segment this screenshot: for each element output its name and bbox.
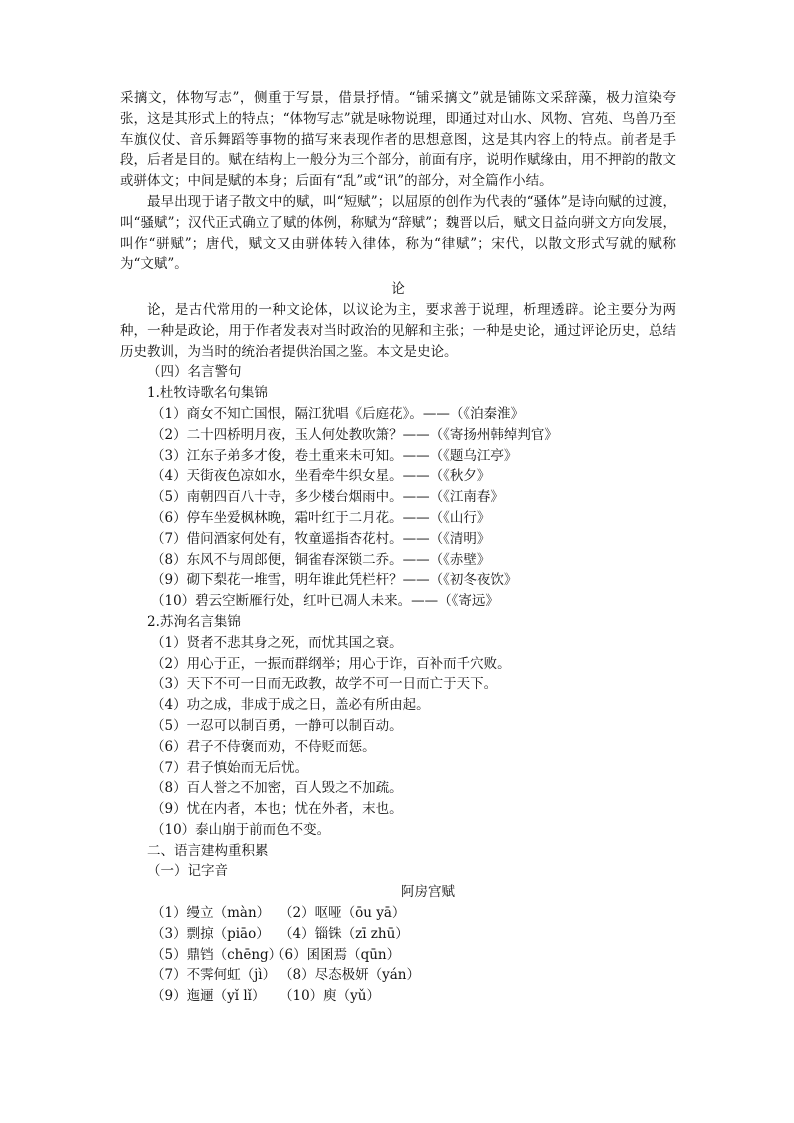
suxun-quote: （6）君子不侍褒而劝，不侍贬而惩。 [151, 738, 376, 755]
suxun-quote: （5）一忍可以制百勇，一静可以制百动。 [151, 717, 403, 734]
dumu-list-heading: 1.杜牧诗歌名句集锦 [147, 385, 268, 402]
pronunciation-entry: （4）锱铢（zī zhū） [279, 925, 409, 942]
pronunciation-subheading: （一）记字音 [147, 863, 228, 880]
suxun-quote: （10）泰山崩于前而色不变。 [151, 821, 331, 838]
suxun-quote: （4）功之成，非成于成之日，盖必有所由起。 [151, 697, 430, 714]
page-content [120, 88, 676, 1007]
suxun-quote: （7）君子慎始而无后忧。 [151, 759, 309, 776]
section-4-title: （四）名言警句 [147, 364, 242, 381]
pronunciation-entry: （1）缦立（màn） [151, 905, 271, 922]
pronunciation-row [120, 965, 676, 986]
suxun-quote: （1）贤者不悲其身之死，而忧其国之衰。 [151, 634, 403, 651]
dumu-quote: （4）天街夜色凉如水，坐看牵牛织女星。——（《秋夕》 [151, 468, 491, 485]
dumu-quote: （1）商女不知亡国恨，隔江犹唱《后庭花》。——（《泊秦淮》 [151, 405, 525, 422]
dumu-quote: （10）碧云空断雁行处，红叶已凋人未来。——（《寄远》 [151, 593, 499, 610]
pronunciation-entry: （7）不霁何虹（jì） [151, 967, 277, 984]
dumu-quote: （9）砌下梨花一堆雪，明年谁此凭栏杆？——（《初冬夜饮》 [151, 572, 518, 589]
dumu-quote: （8）东风不与周郎便，铜雀春深锁二乔。——（《赤壁》 [151, 551, 491, 568]
lun-title: 论 [391, 281, 405, 298]
pronunciation-row [120, 903, 676, 924]
suxun-quote: （3）天下不可一日而无政教，故学不可一日而亡于天下。 [151, 676, 498, 693]
dumu-quote: （2）二十四桥明月夜，玉人何处教吹箫？——（《寄扬州韩绰判官》 [151, 426, 558, 443]
suxun-quote: （8）百人誉之不加密，百人毁之不加疏。 [151, 780, 403, 797]
pronunciation-entry: （10）庾（yǔ） [279, 988, 380, 1005]
suxun-list-heading: 2.苏洵名言集锦 [147, 613, 241, 630]
fu-paragraph-2: 最早出现于诸子散文中的赋，叫“短赋”；以屈原的创作为代表的“骚体”是诗向赋的过渡，叫“骚赋”；汉代正式确立了赋的体例，称赋为“辞赋”；魏晋以后，赋文日益向骈文方向发展，叫作“骈赋”；唐代，赋文又由骈体转入律体，称为“律赋”；宋代，以散文形式写就的赋称为“文赋”。 [120, 193, 676, 273]
pronunciation-entry: （5）鼎铛（chēng） [151, 946, 283, 963]
pronunciation-row [120, 986, 676, 1007]
lun-paragraph: 论，是古代常用的一种文论体，以议论为主，要求善于说理，析理透辟。论主要分为两种，一种是政论，用于作者发表对当时政治的见解和主张；一种是史论，通过评论历史，总结历史教训，为当时的统治者提供治国之鉴。本文是史论。 [120, 301, 676, 360]
pronunciation-entry: （2）呕哑（ōu yā） [279, 905, 406, 922]
suxun-quote: （2）用心于正，一振而群纲举；用心于诈，百补而千穴败。 [151, 655, 511, 672]
suxun-quote: （9）忧在内者，本也；忧在外者，末也。 [151, 801, 403, 818]
pronunciation-row [120, 924, 676, 945]
pronunciation-row [120, 945, 676, 966]
pronunciation-entry: （9）迤逦（yǐ lǐ） [151, 988, 266, 1005]
pronunciation-entry: （6）囷囷焉（qūn） [271, 946, 401, 963]
section-2-title: 二、语言建构重积累 [147, 842, 269, 859]
text-title: 阿房宫赋 [401, 884, 455, 901]
pronunciation-entry: （3）剽掠（piāo） [151, 925, 270, 942]
fu-paragraph-1: 采摛文，体物写志”，侧重于写景，借景抒情。“铺采摛文”就是铺陈文采辞藻，极力渲染夸张，这是其形式上的特点；“体物写志”就是咏物说理，即通过对山水、风物、宫苑、鸟兽乃至车旗仪仗、音乐舞蹈等事物的描写来表现作者的思想意图，这是其内容上的特点。前者是手段，后者是目的。赋在结构上一般分为三个部分，前面有序，说明作赋缘由，用不押韵的散文或骈体文；中间是赋的本身；后面有“乱”或“讯”的部分，对全篇作小结。 [120, 90, 676, 190]
dumu-quote: （6）停车坐爱枫林晚，霜叶红于二月花。——（《山行》 [151, 509, 491, 526]
dumu-quote: （3）江东子弟多才俊，卷土重来未可知。——（《题乌江亭》 [151, 447, 518, 464]
pronunciation-entry: （8）尽态极妍（yán） [279, 967, 420, 984]
dumu-quote: （5）南朝四百八十寺，多少楼台烟雨中。——（《江南春》 [151, 489, 504, 506]
dumu-quote: （7）借问酒家何处有，牧童遥指杏花村。——（《清明》 [151, 530, 491, 547]
